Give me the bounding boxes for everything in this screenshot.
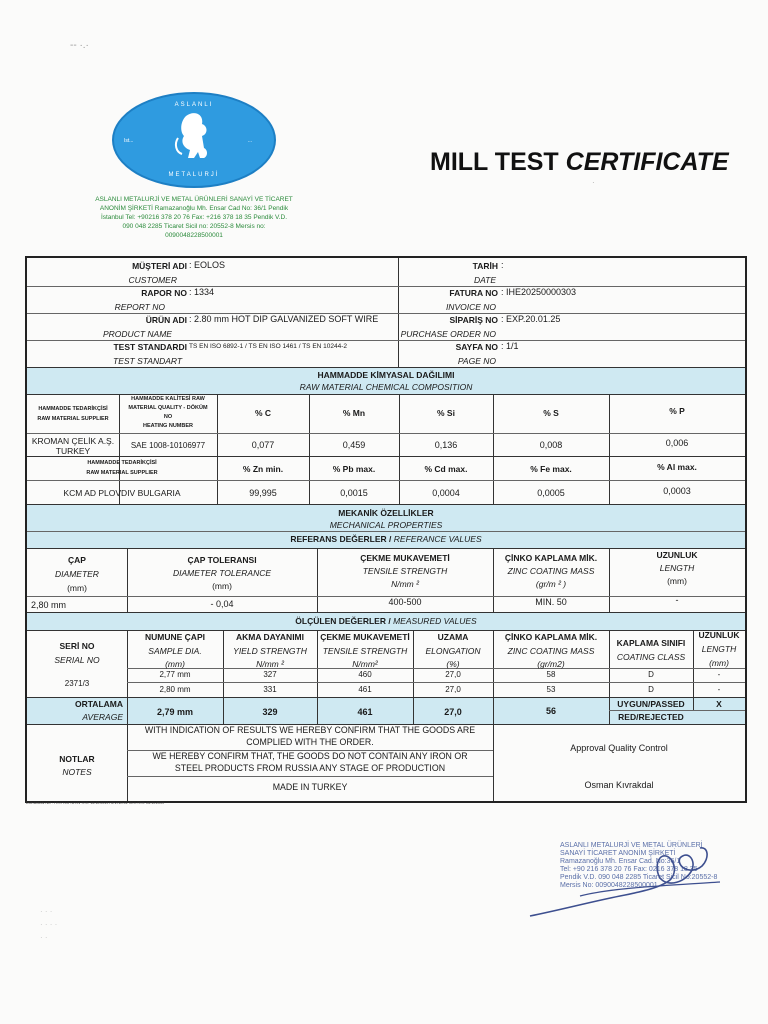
meas-cell: 53 — [546, 685, 556, 694]
standard-label: TEST STANDARDI — [113, 342, 187, 352]
supplier2-name: KCM AD PLOVDIV BULGARIA — [63, 488, 181, 498]
quality-header: NO — [163, 414, 173, 420]
report-label: RAPOR NO — [141, 288, 187, 298]
ref-col-unit: (mm) — [667, 576, 687, 586]
meas-cell: 460 — [358, 670, 372, 679]
divider — [127, 776, 493, 777]
meas-cell: D — [648, 685, 654, 694]
meas-cell: D — [648, 670, 654, 679]
quality-header: HAMMADDE KALİTESİ RAW — [131, 396, 205, 402]
chem-col-header: % Mn — [342, 408, 366, 418]
customer-value: : EOLOS — [189, 260, 226, 270]
date-label-en: DATE — [473, 275, 496, 285]
ref-col-header: UZUNLUK — [656, 550, 698, 560]
zinc-value: 0,0005 — [537, 488, 565, 498]
customer-label: MÜŞTERİ ADI — [132, 261, 187, 271]
quality-header: MATERIAL QUALITY - DÖKÜM — [128, 405, 208, 411]
order-label-en: PURCHASE ORDER NO — [400, 329, 496, 339]
meas-col-header: ÇİNKO KAPLAMA MİK. — [504, 632, 598, 642]
meas-cell: 2,77 mm — [159, 670, 191, 679]
ref-col-header-en: TENSILE STRENGTH — [362, 566, 448, 576]
length-header: UZUNLUK — [698, 630, 740, 640]
date-label: TARİH — [472, 261, 498, 271]
stamp-line: Pendik V.D. 090 048 2285 Ticaret Sicil No:20552-8 — [560, 874, 718, 881]
mech-section-title: MEKANİK ÖZELLİKLER — [338, 508, 434, 518]
standard-value: TS EN ISO 6892-1 / TS EN ISO 1461 / TS EN 10244-2 — [189, 343, 348, 350]
meas-cell: - — [717, 670, 721, 679]
product-label: ÜRÜN ADI — [145, 315, 187, 325]
company-line: İstanbul Tel: +90216 378 20 76 Fax: +216 378 18 35 Pendik V.D. — [100, 214, 288, 221]
length-header-en: LENGTH — [701, 644, 737, 654]
quality-header: HEATING NUMBER — [142, 423, 193, 429]
average-label: ORTALAMA — [75, 699, 123, 709]
supplier-header-en: RAW MATERIAL SUPPLIER — [37, 416, 109, 422]
zinc-value: 0,0004 — [432, 488, 460, 498]
ref-col-unit: (mm) — [67, 583, 87, 593]
meas-cell: 331 — [263, 685, 277, 694]
supplier-name: KROMAN ÇELİK A.Ş. — [31, 436, 115, 446]
invoice-label: FATURA NO — [449, 288, 498, 298]
signer-name: Osman Kıvrakdal — [584, 780, 654, 790]
ref-value: - 0,04 — [210, 599, 234, 609]
company-address — [60, 195, 328, 240]
title-plain: MILL TEST — [430, 148, 559, 176]
serial-header: SERİ NO — [59, 641, 95, 651]
product-label-en: PRODUCT NAME — [103, 329, 172, 339]
quality-value: SAE 1008-10106977 — [130, 441, 206, 450]
meas-title-en: MEASURED VALUES — [393, 616, 477, 626]
note-line: WITH INDICATION OF RESULTS WE HEREBY CONFIRM THAT THE GOODS ARE — [144, 725, 476, 735]
divider — [27, 531, 745, 532]
order-label: SİPARİŞ NO — [449, 315, 498, 325]
notes-label: NOTLAR — [59, 754, 95, 764]
meas-col-unit: N/mm ² — [256, 659, 284, 669]
raw-section-subtitle: RAW MATERIAL CHEMICAL COMPOSITION — [299, 382, 473, 392]
order-value: : EXP.20.01.25 — [501, 314, 561, 324]
chem-value: 0,006 — [665, 438, 689, 448]
ref-col-header: ÇAP TOLERANSI — [187, 555, 257, 565]
meas-col-unit: (mm) — [165, 659, 185, 669]
supplier2-header-en: RAW MATERIAL SUPPLIER — [86, 470, 158, 476]
zinc-col-header: % Al max. — [657, 462, 697, 472]
ref-col-header-en: DIAMETER TOLERANCE — [172, 568, 272, 578]
stamp-line: Tel: +90 216 378 20 76 Fax: 0216 378 18 35 — [560, 866, 698, 873]
class-header-en: COATING CLASS — [616, 652, 686, 662]
divider — [27, 456, 745, 457]
divider — [27, 340, 745, 341]
zinc-col-header: % Fe max. — [530, 464, 572, 474]
page-label-en: PAGE NO — [457, 356, 496, 366]
scan-mark: · — [592, 178, 595, 187]
divider — [27, 630, 745, 631]
serial-value: 2371/3 — [64, 679, 90, 688]
zinc-value: 0,0003 — [663, 486, 691, 496]
length-unit: (mm) — [709, 658, 729, 668]
meas-col-header-en: SAMPLE DIA. — [148, 646, 202, 656]
meas-col-unit: (%) — [446, 659, 460, 669]
page-value: : 1/1 — [501, 341, 519, 351]
stamp-line: Ramazanoğlu Mh. Ensar Cad. No:36/1 — [560, 858, 681, 865]
meas-cell: 461 — [358, 685, 372, 694]
meas-col-header-en: TENSILE STRENGTH — [322, 646, 408, 656]
ref-value: - — [675, 595, 679, 605]
avg-value: 461 — [357, 707, 373, 717]
ref-col-header: ÇEKME MUKAVEMETİ — [360, 553, 450, 563]
meas-col-unit: (gr/m2) — [537, 659, 565, 669]
company-line: 090 048 2285 Ticaret Sicil no: 20552-8 Mersis no: — [122, 223, 266, 230]
average-label-en: AVERAGE — [82, 712, 123, 722]
chem-col-header: % Si — [437, 408, 455, 418]
meas-title-tr: ÖLÇÜLEN DEĞERLER / — [295, 616, 391, 626]
logo-left-text: Ist... — [124, 138, 134, 144]
zinc-col-header: % Zn min. — [242, 464, 284, 474]
logo-bottom-text: METALURJİ — [168, 172, 220, 178]
meas-col-header: ÇEKME MUKAVEMETİ — [320, 632, 410, 642]
stamp-line: Mersis No: 0090048228500001 — [560, 882, 658, 889]
meas-cell: - — [717, 685, 721, 694]
ref-title-en: REFERANCE VALUES — [393, 534, 482, 544]
chem-value: 0,077 — [251, 440, 275, 450]
zinc-value: 99,995 — [249, 488, 277, 498]
ref-col-header-en: LENGTH — [659, 563, 695, 573]
note-line: WE HEREBY CONFIRM THAT, THE GOODS DO NOT CONTAIN ANY IRON OR — [152, 751, 468, 761]
meas-col-header: AKMA DAYANIMI — [235, 632, 304, 642]
raw-section-title: HAMMADDE KİMYASAL DAĞILIMI — [317, 370, 455, 380]
company-line: ANONİM ŞİRKETİ Ramazanoğlu Mh. Ensar Cad No: 36/1 Pendik — [99, 205, 289, 212]
avg-value: 329 — [262, 707, 278, 717]
supplier-country: TURKEY — [55, 446, 91, 456]
page-label: SAYFA NO — [455, 342, 498, 352]
chem-col-header: % S — [543, 408, 559, 418]
zinc-col-header: % Cd max. — [424, 464, 468, 474]
meas-cell: 27,0 — [445, 685, 461, 694]
passed-mark: X — [716, 699, 722, 709]
divider — [27, 480, 745, 481]
chem-value: 0,008 — [539, 440, 563, 450]
ref-value: MIN. 50 — [535, 597, 567, 607]
signature — [520, 836, 740, 926]
class-header: KAPLAMA SINIFI — [616, 638, 686, 648]
chem-value: 0,459 — [342, 440, 366, 450]
meas-cell: 27,0 — [445, 670, 461, 679]
scan-mark: -- ·.· — [70, 40, 89, 51]
avg-value: 56 — [545, 706, 556, 716]
report-value: : 1334 — [189, 287, 215, 297]
serial-header-en: SERIAL NO — [54, 655, 100, 665]
ref-col-unit: (mm) — [212, 581, 232, 591]
meas-col-header-en: YIELD STRENGTH — [233, 646, 307, 656]
divider — [27, 394, 745, 395]
supplier-header: HAMMADDE TEDARİKÇİSİ — [38, 406, 108, 412]
chem-value: 0,136 — [434, 440, 458, 450]
customer-label-en: CUSTOMER — [128, 275, 177, 285]
approval-label: Approval Quality Control — [570, 743, 668, 753]
ref-value: 400-500 — [388, 597, 422, 607]
logo-right-text: ... — [247, 138, 252, 144]
product-value: : 2.80 mm HOT DIP GALVANIZED SOFT WIRE — [189, 314, 379, 324]
notes-label-en: NOTES — [62, 767, 92, 777]
faded-mark: · · · · · · · · · — [40, 907, 58, 942]
company-line: 0090048228500001 — [165, 232, 223, 239]
zinc-col-header: % Pb max. — [332, 464, 376, 474]
meas-cell: 58 — [546, 670, 556, 679]
passed-label: UYGUN/PASSED — [617, 699, 685, 709]
meas-cell: 2,80 mm — [159, 685, 191, 694]
note-line: STEEL PRODUCTS FROM RUSSIA ANY STAGE OF PRODUCTION — [174, 763, 446, 773]
ref-col-header: ÇAP — [68, 555, 86, 565]
divider — [127, 682, 745, 683]
divider — [27, 286, 745, 287]
document-title — [430, 148, 729, 177]
meas-values-title — [27, 616, 745, 626]
avg-value: 2,79 mm — [156, 707, 194, 717]
certificate-table — [25, 256, 747, 803]
chem-col-header: % C — [254, 408, 272, 418]
chem-col-header: % P — [669, 406, 685, 416]
logo-top-text: ASLANLI — [174, 102, 214, 108]
mech-section-subtitle: MECHANICAL PROPERTIES — [329, 520, 443, 530]
meas-col-header: UZAMA — [437, 632, 469, 642]
ref-value: 2,80 mm — [31, 600, 67, 610]
divider — [27, 313, 745, 314]
invoice-label-en: INVOICE NO — [445, 302, 496, 312]
date-value: : — [501, 260, 504, 270]
made-in-label: MADE IN TURKEY — [272, 782, 348, 792]
avg-value: 27,0 — [444, 707, 462, 717]
divider — [27, 548, 745, 549]
meas-cell: 327 — [263, 670, 277, 679]
note-line: COMPLIED WITH THE ORDER. — [246, 737, 374, 747]
meas-col-header: NUMUNE ÇAPI — [145, 632, 205, 642]
ref-col-unit: N/mm ² — [391, 579, 419, 589]
document-code: DOKÜMAN NO : FR.KY.13 YAYIN TRH: 16.12.2019 REV.NO:01 REV.TRH: 26.11.2019 — [26, 801, 164, 805]
stamp-line: SANAYİ TİCARET ANONİM ŞİRKETİ — [560, 850, 676, 857]
supplier2-header: HAMMADDE TEDARİKÇİSİ — [87, 460, 157, 466]
rejected-label: RED/REJECTED — [618, 712, 684, 722]
lion-icon — [164, 108, 224, 168]
ref-col-header: ÇİNKO KAPLAMA MİK. — [504, 553, 598, 563]
ref-col-unit: (gr/m ² ) — [535, 579, 567, 589]
ref-title-tr: REFERANS DEĞERLER / — [290, 534, 392, 544]
ref-col-header-en: DIAMETER — [55, 569, 99, 579]
title-italic: CERTIFICATE — [565, 148, 729, 176]
company-line: ASLANLI METALURJİ VE METAL ÜRÜNLERİ SANAYİ VE TİCARET — [95, 196, 293, 203]
report-label-en: REPORT NO — [114, 302, 165, 312]
ref-col-header-en: ZINC COATING MASS — [507, 566, 595, 576]
divider — [609, 710, 745, 711]
invoice-value: : IHE20250000303 — [501, 287, 577, 297]
meas-col-unit: N/mm² — [352, 659, 378, 669]
meas-col-header-en: ELONGATION — [425, 646, 481, 656]
ref-values-title — [27, 534, 745, 544]
stamp-line: ASLANLI METALURJİ VE METAL ÜRÜNLERİ — [560, 842, 703, 849]
meas-col-header-en: ZINC COATING MASS — [507, 646, 595, 656]
standard-label-en: TEST STANDART — [113, 356, 183, 366]
zinc-value: 0,0015 — [340, 488, 368, 498]
company-logo — [112, 92, 276, 188]
divider — [27, 433, 745, 434]
